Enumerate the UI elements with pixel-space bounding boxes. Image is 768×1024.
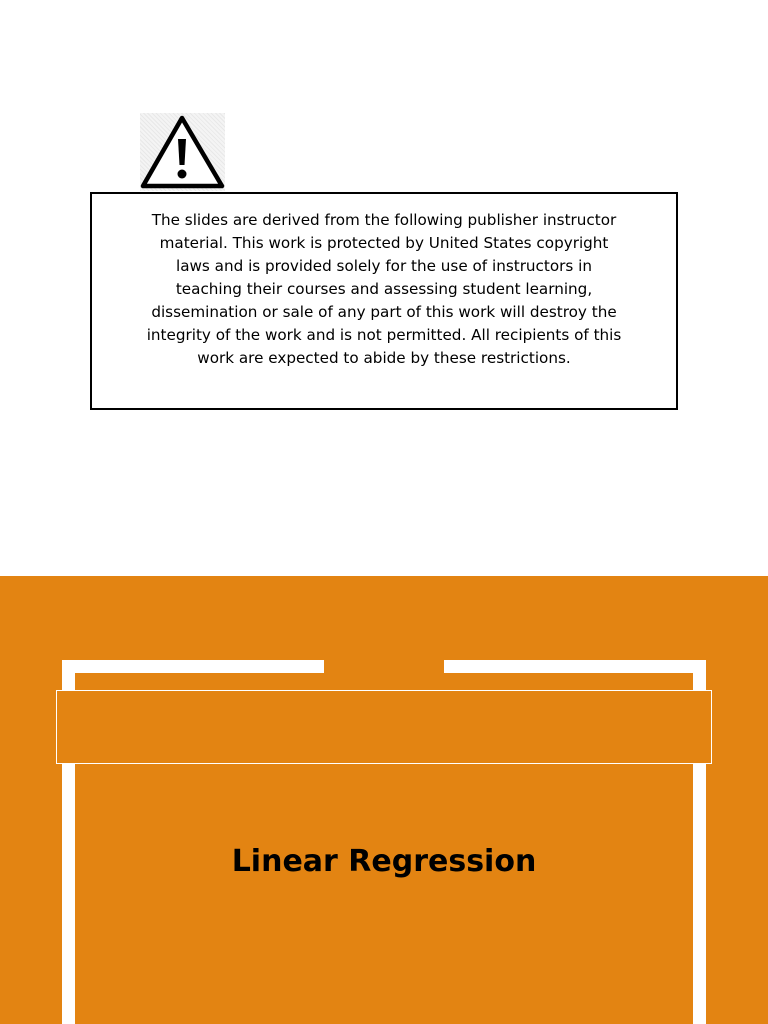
frame-top-left-bar [62, 660, 324, 673]
slide-title: Linear Regression [231, 844, 537, 879]
title-slide [0, 576, 768, 1024]
title-band [56, 690, 712, 764]
frame-top-right-bar [444, 660, 706, 673]
copyright-notice-box [90, 192, 678, 410]
copyright-notice-text: The slides are derived from the following publisher instructor material. This work is protected by United States copyright laws and is provided solely for the use of instructors in teaching their courses and assessing student learning, dissemination or sale of any part of this work will destroy the integrity of the work and is not permitted. All recipients of this work are expected to abide by these restrictions. [146, 211, 622, 367]
warning-triangle-icon [140, 113, 225, 191]
